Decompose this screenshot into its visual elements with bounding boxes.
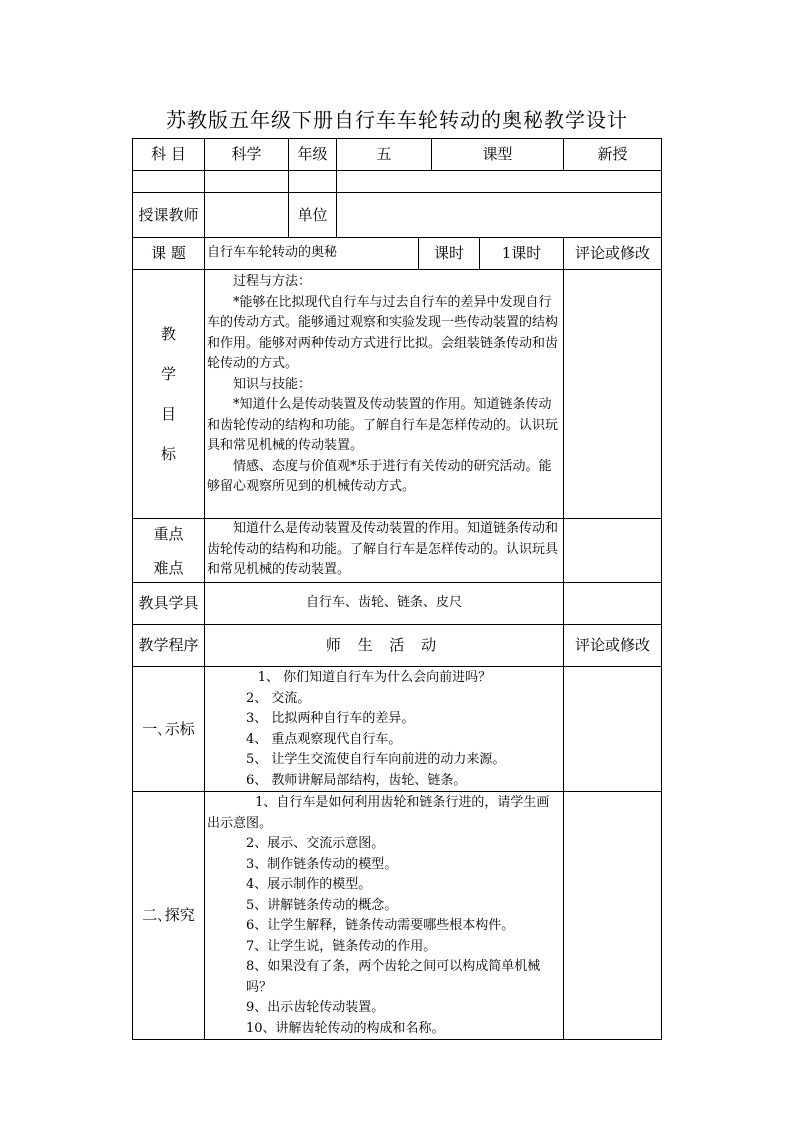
teacher-label: 授课教师 (133, 193, 205, 238)
list-item: 4、展示制作的模型。 (246, 877, 372, 892)
list-item: 1、 你们知道自行车为什么会向前进吗？ (257, 670, 492, 685)
grade-value: 五 (337, 139, 432, 171)
section1-label: 一､示标 (133, 667, 205, 792)
list-item: 5、讲解链条传动的概念。 (246, 897, 398, 913)
empty-cell (337, 171, 662, 193)
list-item: 2、 交流。 (246, 690, 311, 706)
objectives-label: 教 学 目 标 (133, 270, 205, 519)
row-topic (133, 238, 662, 270)
list-item: 1、自行车是如何利用齿轮和链条行进的，请学生画出示意图。 (207, 795, 550, 831)
row-section-1 (133, 667, 662, 792)
procedure-label: 教学程序 (133, 625, 205, 667)
list-item: 3、 比拟两种自行车的差异。 (246, 711, 415, 726)
list-item: 7、让学生说，链条传动的作用。 (246, 938, 437, 954)
section2-content (205, 792, 564, 1040)
objectives-text: 过程与方法： *能够在比拟现代自行车与过去自行车的差异中发现自行车的传动方式。能够通过观察和实验发现一些传动装置的结构和作用。能够对两种传动方式进行比拟。会组装链条传动和齿轮传动的方式。 知识与技能： *知道什么是传动装置及传动装置的作用。知道链条传动和齿轮传动的结构和功能。了解自行车是怎样传动的。认识玩具和常见机械的传动装置。 情感、态度与价值观*乐于进行有关传动的研究活动。能够留心观察所见到的机械传动方式。 (205, 270, 564, 519)
objectives-comment (564, 270, 662, 519)
section1-comment (564, 667, 662, 792)
course-type-value: 新授 (564, 139, 662, 171)
grade-label: 年级 (289, 139, 337, 171)
row-subject (133, 139, 662, 171)
course-type-label: 课型 (432, 139, 564, 171)
tools-label: 教具学具 (133, 583, 205, 625)
row-key-points (133, 519, 662, 583)
key-points-label: 重点 难点 (133, 519, 205, 583)
tools-text: 自行车、齿轮、链条、皮尺 (205, 583, 564, 625)
list-item: 8、如果没有了条，两个齿轮之间可以构成简单机械吗？ (246, 959, 541, 995)
list-item: 9、出示齿轮传动装置。 (246, 1000, 385, 1015)
empty-cell (205, 171, 289, 193)
procedure-comment-label: 评论或修改 (564, 625, 662, 667)
unit-label: 单位 (289, 193, 337, 238)
unit-value (337, 193, 662, 238)
list-item: 5、 让学生交流使自行车向前进的动力来源。 (246, 752, 506, 767)
hours-label: 课时 (419, 238, 480, 270)
row-empty (133, 171, 662, 193)
teacher-value (205, 193, 289, 238)
hours-value: 1课时 (480, 238, 564, 270)
document-title: 苏教版五年级下册自行车车轮转动的奥秘教学设计 (166, 108, 628, 132)
row-section-2 (133, 792, 662, 1040)
subject-value: 科学 (205, 139, 289, 171)
list-item: 4、 重点观察现代自行车。 (246, 731, 402, 747)
row-tools (133, 583, 662, 625)
empty-cell (133, 171, 205, 193)
row-objectives (133, 270, 662, 519)
section2-comment (564, 792, 662, 1040)
list-item: 10、讲解齿轮传动的构成和名称。 (246, 1020, 445, 1036)
list-item: 6、让学生解释，链条传动需要哪些根本构件。 (246, 918, 515, 933)
row-procedure-header (133, 625, 662, 667)
list-item: 6、 教师讲解局部结构，齿轮、链条。 (246, 772, 467, 788)
key-points-comment (564, 519, 662, 583)
list-item: 2、展示、交流示意图。 (246, 836, 385, 851)
tools-comment (564, 583, 662, 625)
topic-label: 课 题 (133, 238, 205, 270)
key-points-text: 知道什么是传动装置及传动装置的作用。知道链条传动和齿轮传动的结构和功能。了解自行车是怎样传动的。认识玩具和常见机械的传动装置。 (205, 519, 564, 583)
subject-label: 科 目 (133, 139, 205, 171)
section2-label: 二､探究 (133, 792, 205, 1040)
empty-cell (289, 171, 337, 193)
section1-content (205, 667, 564, 792)
row-teacher (133, 193, 662, 238)
comment-label: 评论或修改 (564, 238, 662, 270)
list-item: 3、制作链条传动的模型。 (246, 856, 398, 872)
lesson-plan-table (132, 138, 662, 1040)
topic-value: 自行车车轮转动的奥秘 (205, 238, 419, 270)
activity-header: 师 生 活 动 (205, 625, 564, 667)
